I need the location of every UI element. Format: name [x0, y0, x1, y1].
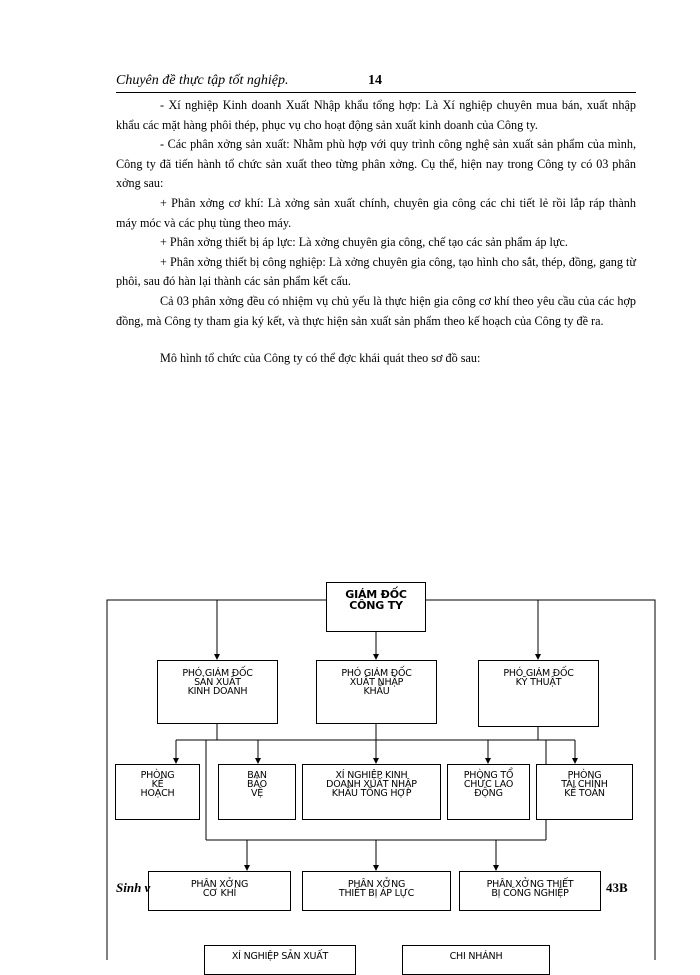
- workshop-label: PHÂN XỞNG CƠ KHÍ: [190, 879, 249, 899]
- department-label: PHÒNG TÀI CHÍNH KẾ TOÁN: [561, 770, 608, 799]
- paragraph: + Phân xởng cơ khí: Là xởng sản xuất chính, chuyên gia công các chi tiết lẻ rồi lắp ráp thành máy móc và các phụ tùng theo máy.: [116, 195, 636, 230]
- header-title: Chuyên đề thực tập tốt nghiệp.: [116, 73, 289, 88]
- director-label: GIÁM ĐỐC CÔNG TY: [345, 588, 407, 612]
- paragraph: Cả 03 phân xởng đều có nhiệm vụ chủ yếu là thực hiện gia công cơ khí theo yêu cầu của các hợp đồng, mà Công ty tham gia ký kết, và thực hiện sản xuất sản phẩm theo kế hoạch của Công ty đề ra.: [116, 293, 636, 328]
- department-box: [536, 764, 633, 820]
- deputy-box: [478, 660, 599, 727]
- department-label: XÍ NGHIỆP KINH DOANH XUẤT NHẬP KHẨU TỔNG HỢP: [326, 770, 417, 799]
- workshop-box: [459, 871, 601, 911]
- workshop-label: PHÂN XỞNG THIẾT BỊ ÁP LỰC: [338, 879, 415, 899]
- director-box: [326, 582, 426, 632]
- workshop-label: PHÂN XỞNG THIẾT BỊ CÔNG NGHIỆP: [486, 879, 574, 899]
- department-box: [218, 764, 296, 820]
- workshop-box: [148, 871, 291, 911]
- paragraph: - Xí nghiệp Kinh doanh Xuất Nhập khẩu tổng hợp: Là Xí nghiệp chuyên mua bán, xuất nhập khẩu các mặt hàng phôi thép, phục vụ cho hoạt động sản xuất kinh doanh của Công ty.: [116, 98, 636, 132]
- department-box: [447, 764, 530, 820]
- workshop-box: [302, 871, 451, 911]
- department-label: BAN BẢO VỆ: [247, 770, 267, 799]
- unit-label: CHI NHÁNH: [449, 951, 503, 962]
- deputy-box: [316, 660, 437, 724]
- deputy-label: PHÓ GIÁM ĐỐC KỸ THUẬT: [503, 668, 574, 688]
- footer-left: Sinh v: [116, 880, 151, 895]
- deputy-box: [157, 660, 278, 724]
- department-label: PHÒNG KẾ HOẠCH: [140, 770, 175, 799]
- department-box: [115, 764, 200, 820]
- paragraph: - Các phân xởng sản xuất: Nhằm phù hợp với quy trình công nghệ sản xuất sản phẩm của mình, Công ty đã tiến hành tổ chức sản xuất theo từng phân xởng. Cụ thể, hiện nay trong Công ty có 03 phân xởng sau:: [116, 137, 636, 191]
- paragraph: + Phân xởng thiết bị công nghiệp: Là xởng chuyên gia công, tạo hình cho sắt, thép, đồng, gang từ phôi, sau đó hàn lại thành các sản phẩm kết cấu.: [116, 254, 636, 289]
- unit-label: XÍ NGHIỆP SẢN XUẤT: [231, 951, 329, 962]
- deputy-label: PHÓ GIÁM ĐỐC XUẤT NHẬP KHẨU: [341, 668, 412, 697]
- department-label: PHÒNG TỔ CHỨC LAO ĐỘNG: [463, 770, 514, 799]
- paragraph: Mô hình tổ chức của Công ty có thể đợc khái quát theo sơ đồ sau:: [160, 351, 481, 366]
- footer-right: 43B: [606, 880, 628, 895]
- deputy-label: PHÓ GIÁM ĐỐC SẢN XUẤT KINH DOANH: [182, 668, 253, 697]
- unit-box: [402, 945, 550, 975]
- paragraph: + Phân xởng thiết bị áp lực: Là xởng chuyên gia công, chế tạo các sản phẩm áp lực.: [160, 235, 568, 250]
- page-number: 14: [368, 73, 382, 88]
- department-box: [302, 764, 441, 820]
- unit-box: [204, 945, 356, 975]
